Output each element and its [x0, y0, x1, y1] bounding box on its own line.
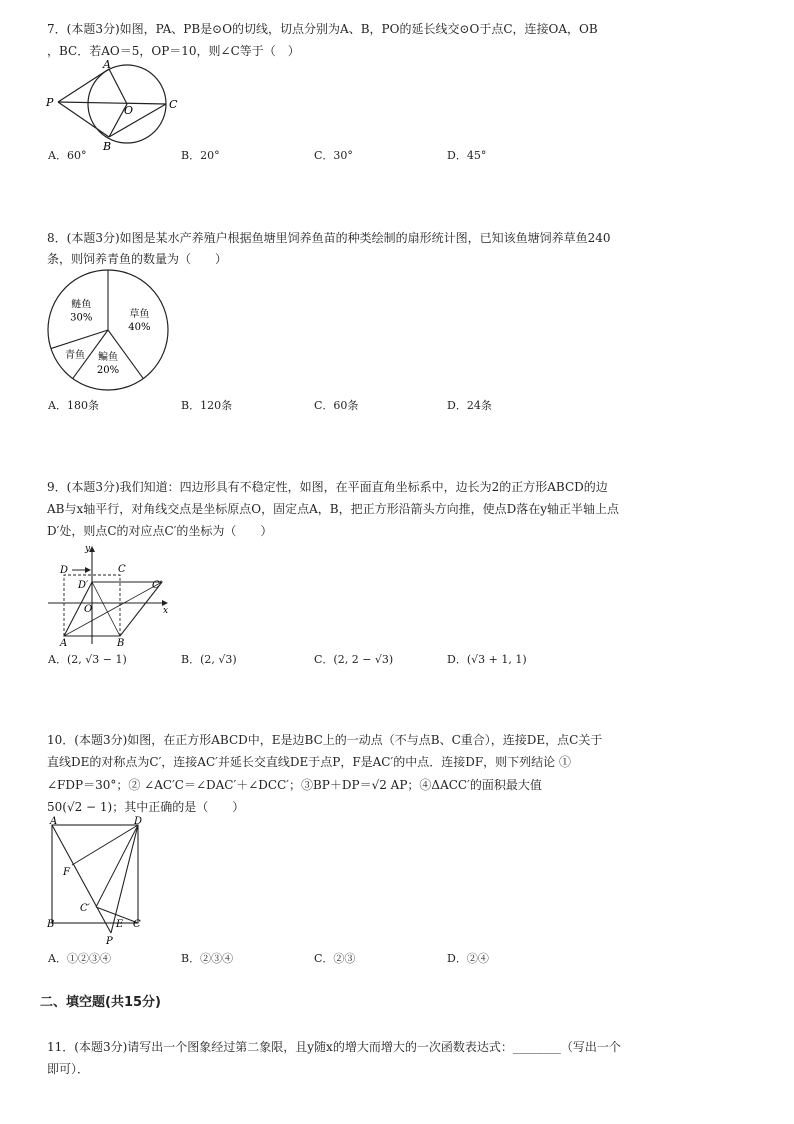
q10-label-B: B: [47, 919, 55, 930]
pie-slice-label: 鲢鱼: [71, 299, 92, 311]
q10-line-DP: [111, 825, 138, 933]
section-title: 二、填空题(共15分): [40, 995, 161, 1010]
q10-label-C: C: [133, 919, 141, 930]
q9-text-line2: AB与x轴平行，对角线交点是坐标原点O，固定点A，B，把正方形沿箭头方向推，使点D落在y轴正半轴上点: [47, 502, 619, 516]
q10-option-c[interactable]: C．②③: [314, 952, 356, 965]
pie-slice-label: 青鱼: [64, 349, 85, 361]
q9-text-line3: D′处，则点C的对应点C′的坐标为（ ）: [47, 524, 273, 538]
q10-text-line2: 直线DE的对称点为C′，连接AC′并延长交直线DE于点P，F是AC′的中点．连接DF，则下列结论 ①: [47, 755, 571, 769]
q7-option-a[interactable]: A．60°: [48, 149, 87, 162]
q8-option-a[interactable]: A．180条: [48, 399, 99, 412]
q9-label-x: x: [163, 606, 169, 616]
q7-label-B: B: [103, 140, 112, 153]
q7-label-C: C: [169, 98, 178, 111]
q7-option-c[interactable]: C．30°: [314, 149, 353, 162]
q10-label-D: D: [134, 816, 143, 827]
pie-slice-percent: 20%: [96, 365, 120, 376]
pie-slice-label: 草鱼: [129, 308, 150, 320]
q10-text-line3: ∠FDP＝30°；② ∠AC′C＝∠DAC′＋∠DCC′；③BP＋DP＝√2 AP；④ΔACC′的面积最大值: [47, 778, 542, 792]
q9-label-B: B: [117, 638, 125, 648]
q7-circle-figure: [40, 58, 190, 154]
q9-label-C: C: [118, 564, 126, 575]
q7-option-d[interactable]: D．45°: [447, 149, 487, 162]
q10-option-d[interactable]: D．②④: [447, 952, 489, 965]
pie-chart: [44, 268, 176, 394]
q9-diagonal-2: [92, 582, 120, 636]
pie-slice-percent: 40%: [128, 321, 151, 333]
q7-text-line1: 7．(本题3分)如图，PA、PB是⊙O的切线，切点分别为A、B，PO的延长线交⊙O于点C，连接OA，OB: [47, 22, 598, 36]
q10-label-P: P: [106, 936, 113, 947]
q11-text-line1: 11．(本题3分)请写出一个图象经过第二象限，且y随x的增大而增大的一次函数表达式：________（写出一个: [47, 1040, 621, 1054]
q7-line-PA: [58, 69, 109, 102]
q8-text-line2: 条，则饲养青鱼的数量为（ ）: [47, 252, 228, 266]
q9-coordinate-figure: [44, 540, 176, 648]
q10-label-Cprime: C′: [80, 903, 90, 914]
q10-label-F: F: [63, 867, 70, 878]
q7-label-P: P: [46, 96, 54, 109]
q8-option-c[interactable]: C．60条: [314, 399, 359, 412]
q10-line-AP: [52, 825, 111, 933]
q10-option-b[interactable]: B．②③④: [181, 952, 234, 965]
q8-option-b[interactable]: B．120条: [181, 399, 233, 412]
q7-text-line2: ，BC．若AO＝5，OP＝10，则∠C等于（ ）: [47, 44, 300, 58]
pie-slice-label: 鳊鱼: [98, 352, 118, 363]
q9-label-A: A: [60, 638, 68, 648]
q7-option-b[interactable]: B．20°: [181, 149, 220, 162]
q10-text-line4: 50(√2 − 1)；其中正确的是（ ）: [47, 800, 245, 814]
q9-text-line1: 9．(本题3分)我们知道：四边形具有不稳定性，如图，在平面直角坐标系中，边长为2的正方形ABCD的边: [47, 480, 608, 494]
q8-option-d[interactable]: D．24条: [447, 399, 492, 412]
q7-line-OA: [109, 69, 127, 104]
q9-label-y: y: [85, 544, 91, 554]
q10-text-line1: 10．(本题3分)如图，在正方形ABCD中，E是边BC上的一动点（不与点B、C重合），连接DE，点C关于: [47, 733, 603, 747]
q10-label-E: E: [116, 919, 124, 930]
q8-text-line1: 8．(本题3分)如图是某水产养殖户根据鱼塘里饲养鱼苗的种类绘制的扇形统计图，已知该鱼塘饲养草鱼240: [47, 231, 611, 245]
q7-line-PB: [58, 102, 109, 137]
q10-square-figure: [42, 815, 154, 949]
q9-option-d[interactable]: D．(√3 + 1, 1): [447, 653, 527, 666]
q9-push-arrowhead: [85, 567, 91, 573]
q7-label-O: O: [124, 104, 134, 117]
q9-option-c[interactable]: C．(2, 2 − √3): [314, 653, 394, 666]
q7-line-PC: [58, 102, 166, 104]
pie-slice-percent: 30%: [70, 312, 93, 324]
q9-label-D: D: [60, 565, 69, 576]
q9-option-b[interactable]: B．(2, √3): [181, 653, 237, 666]
q9-label-Cprime: C′: [152, 580, 162, 591]
q9-label-Dprime: D′: [78, 580, 89, 591]
q10-option-a[interactable]: A．①②③④: [48, 952, 111, 965]
q10-label-A: A: [50, 816, 58, 827]
q9-option-a[interactable]: A．(2, √3 − 1): [48, 653, 127, 666]
q7-label-A: A: [103, 58, 111, 71]
q11-text-line2: 即可）．: [47, 1062, 90, 1076]
q9-label-O: O: [84, 604, 93, 615]
